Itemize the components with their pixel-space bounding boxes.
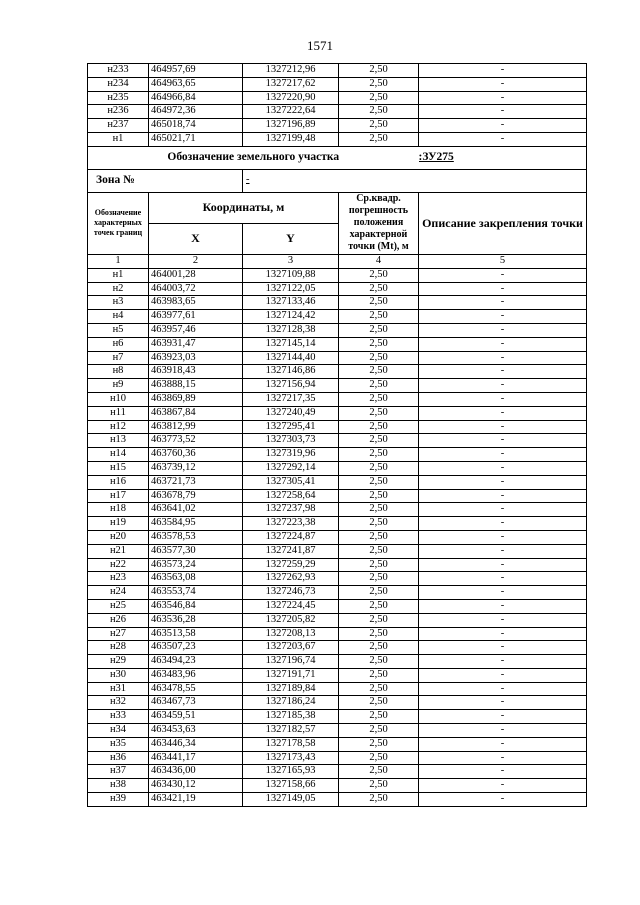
- column-numbers-row: [88, 254, 587, 268]
- description: -: [419, 682, 587, 696]
- point-id: н5: [88, 323, 149, 337]
- table-row: [88, 296, 587, 310]
- x-coordinate: 463494,23: [149, 655, 243, 669]
- table-row: [88, 379, 587, 393]
- x-coordinate: 464957,69: [149, 64, 243, 78]
- y-coordinate: 1327205,82: [243, 613, 339, 627]
- description: -: [419, 668, 587, 682]
- point-id: н29: [88, 655, 149, 669]
- y-coordinate: 1327305,41: [243, 475, 339, 489]
- table-row: [88, 268, 587, 282]
- x-coordinate: 465021,71: [149, 132, 243, 146]
- y-coordinate: 1327196,89: [243, 119, 339, 133]
- point-id: н32: [88, 696, 149, 710]
- x-coordinate: 463430,12: [149, 779, 243, 793]
- table-row: [88, 323, 587, 337]
- point-id: н236: [88, 105, 149, 119]
- y-coordinate: 1327223,38: [243, 517, 339, 531]
- point-id: н28: [88, 641, 149, 655]
- description: -: [419, 323, 587, 337]
- x-coordinate: 463584,95: [149, 517, 243, 531]
- description: -: [419, 599, 587, 613]
- error-value: 2,50: [339, 517, 419, 531]
- point-id: н8: [88, 365, 149, 379]
- error-value: 2,50: [339, 779, 419, 793]
- error-value: 2,50: [339, 310, 419, 324]
- y-coordinate: 1327109,88: [243, 268, 339, 282]
- error-value: 2,50: [339, 296, 419, 310]
- description: -: [419, 737, 587, 751]
- description: -: [419, 337, 587, 351]
- table-row: [88, 765, 587, 779]
- description: -: [419, 641, 587, 655]
- error-value: 2,50: [339, 696, 419, 710]
- table-row: [88, 599, 587, 613]
- point-id: н3: [88, 296, 149, 310]
- header-error-label: Ср.квадр. погрешность положения характерной точки (Mt), м: [339, 192, 419, 254]
- description: -: [419, 91, 587, 105]
- description: -: [419, 105, 587, 119]
- point-id: н23: [88, 572, 149, 586]
- table-row: [88, 105, 587, 119]
- col-number: 1: [88, 254, 149, 268]
- table-row: [88, 517, 587, 531]
- col-number: 4: [339, 254, 419, 268]
- error-value: 2,50: [339, 448, 419, 462]
- point-id: н9: [88, 379, 149, 393]
- description: -: [419, 517, 587, 531]
- description: -: [419, 365, 587, 379]
- zone-value: -: [246, 174, 250, 186]
- y-coordinate: 1327144,40: [243, 351, 339, 365]
- y-coordinate: 1327246,73: [243, 586, 339, 600]
- y-coordinate: 1327124,42: [243, 310, 339, 324]
- description: -: [419, 448, 587, 462]
- point-id: н33: [88, 710, 149, 724]
- description: -: [419, 724, 587, 738]
- point-id: н234: [88, 77, 149, 91]
- coordinates-table: [87, 63, 587, 807]
- point-id: н36: [88, 751, 149, 765]
- error-value: 2,50: [339, 641, 419, 655]
- y-coordinate: 1327224,45: [243, 599, 339, 613]
- point-id: н39: [88, 793, 149, 807]
- error-value: 2,50: [339, 710, 419, 724]
- table-row: [88, 641, 587, 655]
- description: -: [419, 379, 587, 393]
- error-value: 2,50: [339, 530, 419, 544]
- error-value: 2,50: [339, 599, 419, 613]
- y-coordinate: 1327182,57: [243, 724, 339, 738]
- x-coordinate: 463459,51: [149, 710, 243, 724]
- point-id: н16: [88, 475, 149, 489]
- error-value: 2,50: [339, 392, 419, 406]
- description: -: [419, 655, 587, 669]
- x-coordinate: 463931,47: [149, 337, 243, 351]
- point-id: н14: [88, 448, 149, 462]
- point-id: н38: [88, 779, 149, 793]
- error-value: 2,50: [339, 724, 419, 738]
- point-id: н233: [88, 64, 149, 78]
- col-number: 2: [149, 254, 243, 268]
- parcel-label: Обозначение земельного участка: [88, 146, 419, 169]
- point-id: н17: [88, 489, 149, 503]
- x-coordinate: 464003,72: [149, 282, 243, 296]
- point-id: н237: [88, 119, 149, 133]
- x-coordinate: 463577,30: [149, 544, 243, 558]
- y-coordinate: 1327259,29: [243, 558, 339, 572]
- y-coordinate: 1327220,90: [243, 91, 339, 105]
- description: -: [419, 558, 587, 572]
- description: -: [419, 793, 587, 807]
- description: -: [419, 572, 587, 586]
- table-row: [88, 544, 587, 558]
- table-row: [88, 461, 587, 475]
- description: -: [419, 119, 587, 133]
- description: -: [419, 751, 587, 765]
- description: -: [419, 310, 587, 324]
- y-coordinate: 1327203,67: [243, 641, 339, 655]
- point-id: н2: [88, 282, 149, 296]
- point-id: н19: [88, 517, 149, 531]
- point-id: н35: [88, 737, 149, 751]
- description: -: [419, 434, 587, 448]
- description: -: [419, 627, 587, 641]
- page-number: 1571: [307, 38, 333, 53]
- y-coordinate: 1327185,38: [243, 710, 339, 724]
- point-id: н31: [88, 682, 149, 696]
- x-coordinate: 463563,08: [149, 572, 243, 586]
- error-value: 2,50: [339, 323, 419, 337]
- error-value: 2,50: [339, 461, 419, 475]
- y-coordinate: 1327237,98: [243, 503, 339, 517]
- point-id: н235: [88, 91, 149, 105]
- description: -: [419, 503, 587, 517]
- x-coordinate: 463421,19: [149, 793, 243, 807]
- table-row: [88, 558, 587, 572]
- y-coordinate: 1327165,93: [243, 765, 339, 779]
- point-id: н1: [88, 132, 149, 146]
- point-id: н20: [88, 530, 149, 544]
- error-value: 2,50: [339, 737, 419, 751]
- y-coordinate: 1327128,38: [243, 323, 339, 337]
- y-coordinate: 1327145,14: [243, 337, 339, 351]
- point-id: н10: [88, 392, 149, 406]
- error-value: 2,50: [339, 406, 419, 420]
- description: -: [419, 779, 587, 793]
- table-row: [88, 406, 587, 420]
- error-value: 2,50: [339, 337, 419, 351]
- table-row: [88, 77, 587, 91]
- error-value: 2,50: [339, 613, 419, 627]
- description: -: [419, 544, 587, 558]
- x-coordinate: 463573,24: [149, 558, 243, 572]
- x-coordinate: 463812,99: [149, 420, 243, 434]
- error-value: 2,50: [339, 475, 419, 489]
- description: -: [419, 420, 587, 434]
- table-row: [88, 530, 587, 544]
- point-id: н26: [88, 613, 149, 627]
- y-coordinate: 1327186,24: [243, 696, 339, 710]
- x-coordinate: 463441,17: [149, 751, 243, 765]
- table-row: [88, 351, 587, 365]
- x-coordinate: 463641,02: [149, 503, 243, 517]
- table-row: [88, 572, 587, 586]
- point-id: н12: [88, 420, 149, 434]
- error-value: 2,50: [339, 77, 419, 91]
- y-coordinate: 1327122,05: [243, 282, 339, 296]
- table-row: [88, 751, 587, 765]
- error-value: 2,50: [339, 627, 419, 641]
- table-row: [88, 64, 587, 78]
- table-row: [88, 132, 587, 146]
- error-value: 2,50: [339, 365, 419, 379]
- table-row: [88, 448, 587, 462]
- error-value: 2,50: [339, 132, 419, 146]
- error-value: 2,50: [339, 119, 419, 133]
- error-value: 2,50: [339, 503, 419, 517]
- x-coordinate: 463888,15: [149, 379, 243, 393]
- x-coordinate: 463446,34: [149, 737, 243, 751]
- description: -: [419, 351, 587, 365]
- y-coordinate: 1327241,87: [243, 544, 339, 558]
- table-row: [88, 503, 587, 517]
- error-value: 2,50: [339, 544, 419, 558]
- error-value: 2,50: [339, 558, 419, 572]
- point-id: н27: [88, 627, 149, 641]
- table-row: [88, 668, 587, 682]
- x-coordinate: 463467,73: [149, 696, 243, 710]
- main-rows: [88, 268, 587, 806]
- x-coordinate: 463957,46: [149, 323, 243, 337]
- y-coordinate: 1327199,48: [243, 132, 339, 146]
- y-coordinate: 1327217,35: [243, 392, 339, 406]
- y-coordinate: 1327178,58: [243, 737, 339, 751]
- table-row: [88, 119, 587, 133]
- table-row: [88, 337, 587, 351]
- parcel-row: [88, 146, 587, 169]
- point-id: н11: [88, 406, 149, 420]
- error-value: 2,50: [339, 572, 419, 586]
- y-coordinate: 1327146,86: [243, 365, 339, 379]
- error-value: 2,50: [339, 655, 419, 669]
- header-desc-label: Описание закрепления точки: [419, 192, 587, 254]
- error-value: 2,50: [339, 379, 419, 393]
- x-coordinate: 464966,84: [149, 91, 243, 105]
- description: -: [419, 268, 587, 282]
- table-row: [88, 710, 587, 724]
- table-row: [88, 696, 587, 710]
- y-coordinate: 1327156,94: [243, 379, 339, 393]
- point-id: н22: [88, 558, 149, 572]
- point-id: н24: [88, 586, 149, 600]
- top-rows: [88, 64, 587, 147]
- description: -: [419, 530, 587, 544]
- y-coordinate: 1327133,46: [243, 296, 339, 310]
- x-coordinate: 463513,58: [149, 627, 243, 641]
- point-id: н13: [88, 434, 149, 448]
- x-coordinate: 463678,79: [149, 489, 243, 503]
- header-coords-label: Координаты, м: [149, 192, 339, 223]
- point-id: н15: [88, 461, 149, 475]
- col-number: 3: [243, 254, 339, 268]
- y-coordinate: 1327191,71: [243, 668, 339, 682]
- error-value: 2,50: [339, 682, 419, 696]
- y-coordinate: 1327222,64: [243, 105, 339, 119]
- y-coordinate: 1327158,66: [243, 779, 339, 793]
- y-coordinate: 1327173,43: [243, 751, 339, 765]
- x-coordinate: 463478,55: [149, 682, 243, 696]
- description: -: [419, 77, 587, 91]
- table-row: [88, 779, 587, 793]
- point-id: н1: [88, 268, 149, 282]
- zone-label: Зона №: [88, 169, 243, 192]
- table-row: [88, 682, 587, 696]
- description: -: [419, 282, 587, 296]
- error-value: 2,50: [339, 351, 419, 365]
- y-coordinate: 1327262,93: [243, 572, 339, 586]
- x-coordinate: 463760,36: [149, 448, 243, 462]
- y-coordinate: 1327295,41: [243, 420, 339, 434]
- y-coordinate: 1327196,74: [243, 655, 339, 669]
- x-coordinate: 463983,65: [149, 296, 243, 310]
- x-coordinate: 463453,63: [149, 724, 243, 738]
- x-coordinate: 463867,84: [149, 406, 243, 420]
- parcel-value: :ЗУ275: [418, 151, 454, 164]
- description: -: [419, 475, 587, 489]
- y-coordinate: 1327217,62: [243, 77, 339, 91]
- x-coordinate: 464972,36: [149, 105, 243, 119]
- table-row: [88, 724, 587, 738]
- table-row: [88, 627, 587, 641]
- error-value: 2,50: [339, 91, 419, 105]
- point-id: н25: [88, 599, 149, 613]
- point-id: н18: [88, 503, 149, 517]
- y-coordinate: 1327303,73: [243, 434, 339, 448]
- point-id: н4: [88, 310, 149, 324]
- x-coordinate: 463553,74: [149, 586, 243, 600]
- table-row: [88, 91, 587, 105]
- description: -: [419, 392, 587, 406]
- error-value: 2,50: [339, 268, 419, 282]
- table-row: [88, 282, 587, 296]
- description: -: [419, 461, 587, 475]
- y-coordinate: 1327212,96: [243, 64, 339, 78]
- col-number: 5: [419, 254, 587, 268]
- error-value: 2,50: [339, 420, 419, 434]
- error-value: 2,50: [339, 489, 419, 503]
- y-coordinate: 1327189,84: [243, 682, 339, 696]
- x-coordinate: 463977,61: [149, 310, 243, 324]
- description: -: [419, 132, 587, 146]
- table-row: [88, 392, 587, 406]
- header-y-label: Y: [243, 223, 339, 254]
- description: -: [419, 296, 587, 310]
- description: -: [419, 406, 587, 420]
- x-coordinate: 464001,28: [149, 268, 243, 282]
- point-id: н6: [88, 337, 149, 351]
- description: -: [419, 765, 587, 779]
- x-coordinate: 463483,96: [149, 668, 243, 682]
- y-coordinate: 1327258,64: [243, 489, 339, 503]
- x-coordinate: 463578,53: [149, 530, 243, 544]
- error-value: 2,50: [339, 105, 419, 119]
- y-coordinate: 1327149,05: [243, 793, 339, 807]
- description: -: [419, 64, 587, 78]
- error-value: 2,50: [339, 751, 419, 765]
- y-coordinate: 1327319,96: [243, 448, 339, 462]
- x-coordinate: 463546,84: [149, 599, 243, 613]
- table-row: [88, 489, 587, 503]
- x-coordinate: 463721,73: [149, 475, 243, 489]
- point-id: н37: [88, 765, 149, 779]
- x-coordinate: 463507,23: [149, 641, 243, 655]
- y-coordinate: 1327292,14: [243, 461, 339, 475]
- x-coordinate: 465018,74: [149, 119, 243, 133]
- x-coordinate: 463918,43: [149, 365, 243, 379]
- table-row: [88, 310, 587, 324]
- description: -: [419, 696, 587, 710]
- table-row: [88, 793, 587, 807]
- description: -: [419, 586, 587, 600]
- description: -: [419, 613, 587, 627]
- description: -: [419, 710, 587, 724]
- error-value: 2,50: [339, 586, 419, 600]
- x-coordinate: 463923,03: [149, 351, 243, 365]
- x-coordinate: 463869,89: [149, 392, 243, 406]
- table-row: [88, 613, 587, 627]
- x-coordinate: 463436,00: [149, 765, 243, 779]
- header-x-label: X: [149, 223, 243, 254]
- x-coordinate: 463773,52: [149, 434, 243, 448]
- table-row: [88, 434, 587, 448]
- y-coordinate: 1327240,49: [243, 406, 339, 420]
- error-value: 2,50: [339, 765, 419, 779]
- table-row: [88, 365, 587, 379]
- zone-row: [88, 169, 587, 192]
- error-value: 2,50: [339, 282, 419, 296]
- header-point-label: Обозначение характерных точек границ: [88, 192, 149, 254]
- point-id: н21: [88, 544, 149, 558]
- x-coordinate: 463536,28: [149, 613, 243, 627]
- table-row: [88, 586, 587, 600]
- y-coordinate: 1327208,13: [243, 627, 339, 641]
- table-row: [88, 655, 587, 669]
- error-value: 2,50: [339, 793, 419, 807]
- header-row-1: [88, 192, 587, 223]
- table-row: [88, 475, 587, 489]
- x-coordinate: 463739,12: [149, 461, 243, 475]
- error-value: 2,50: [339, 434, 419, 448]
- y-coordinate: 1327224,87: [243, 530, 339, 544]
- point-id: н30: [88, 668, 149, 682]
- error-value: 2,50: [339, 64, 419, 78]
- description: -: [419, 489, 587, 503]
- table-row: [88, 420, 587, 434]
- x-coordinate: 464963,65: [149, 77, 243, 91]
- error-value: 2,50: [339, 668, 419, 682]
- point-id: н34: [88, 724, 149, 738]
- point-id: н7: [88, 351, 149, 365]
- parcel-section: [88, 146, 587, 268]
- table-row: [88, 737, 587, 751]
